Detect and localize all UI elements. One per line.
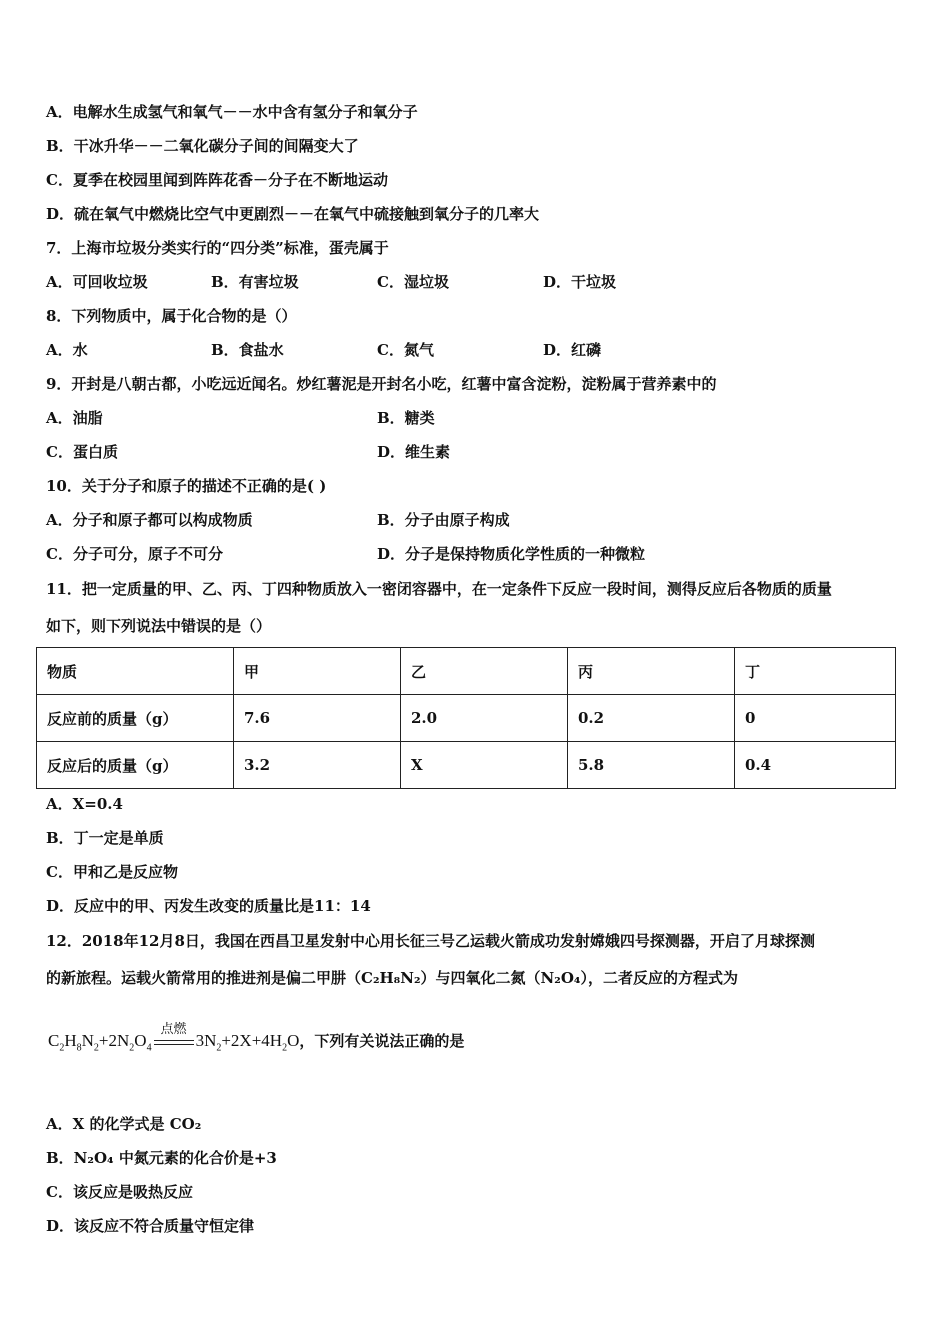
table-cell: 0.4 [735, 742, 896, 789]
table-cell: 物质 [37, 648, 234, 695]
q12-option-b: B．N₂O₄ 中氮元素的化合价是+3 [46, 1149, 277, 1167]
chemical-equation [48, 1021, 465, 1080]
table-cell: 5.8 [568, 742, 735, 789]
table-row [37, 648, 896, 695]
q9-option-a: A．油脂 [46, 409, 103, 427]
q11-option-d: D．反应中的甲、丙发生改变的质量比是11：14 [46, 897, 371, 915]
q12-stem-line1: 12．2018年12月8日，我国在西昌卫星发射中心用长征三号乙运载火箭成功发射嫦娥四号探测器，开启了月球探测 [46, 932, 815, 950]
table-cell: 2.0 [401, 695, 568, 742]
q8-stem: 8．下列物质中，属于化合物的是（） [46, 307, 297, 325]
table-row [37, 742, 896, 789]
table-cell: X [401, 742, 568, 789]
table-cell: 0 [735, 695, 896, 742]
q10-stem: 10．关于分子和原子的描述不正确的是( ) [46, 477, 327, 495]
q9-option-c: C．蛋白质 [46, 443, 118, 461]
q7-option-c: C．湿垃圾 [377, 273, 449, 291]
q9-option-d: D．维生素 [377, 443, 451, 461]
table-cell: 7.6 [234, 695, 401, 742]
q11-option-c: C．甲和乙是反应物 [46, 863, 178, 881]
q7-option-d: D．干垃圾 [543, 273, 617, 291]
table-row [37, 695, 896, 742]
q8-option-a: A．水 [46, 341, 88, 359]
q9-stem: 9．开封是八朝古都，小吃远近闻名。炒红薯泥是开封名小吃，红薯中富含淀粉，淀粉属于营养素中的 [46, 375, 717, 393]
q7-option-b: B．有害垃圾 [211, 273, 299, 291]
table-cell: 3.2 [234, 742, 401, 789]
q6-option-a: A．电解水生成氢气和氧气－－水中含有氢分子和氧分子 [46, 103, 418, 121]
q11-stem-line2: 如下，则下列说法中错误的是（） [46, 617, 272, 635]
q6-option-d: D．硫在氧气中燃烧比空气中更剧烈－－在氧气中硫接触到氧分子的几率大 [46, 205, 540, 223]
q6-option-b: B．干冰升华－－二氧化碳分子间的间隔变大了 [46, 137, 359, 155]
table-cell: 反应前的质量（g） [37, 695, 234, 742]
q12-option-d: D．该反应不符合质量守恒定律 [46, 1217, 255, 1235]
q10-option-b: B．分子由原子构成 [377, 511, 510, 529]
table-cell: 甲 [234, 648, 401, 695]
q11-stem-line1: 11．把一定质量的甲、乙、丙、丁四种物质放入一密闭容器中，在一定条件下反应一段时间，测得反应后各物质的质量 [46, 580, 832, 598]
table-cell: 0.2 [568, 695, 735, 742]
equation-reactants: $C_2H_8N_2+2N_2O_4$ [48, 1031, 152, 1054]
table-cell: 丙 [568, 648, 735, 695]
q7-option-a: A．可回收垃圾 [46, 273, 148, 291]
reaction-condition: 点燃 [160, 1021, 187, 1037]
q10-option-c: C．分子可分，原子不可分 [46, 545, 223, 563]
q12-stem-tail: ，下列有关说法正确的是 [299, 1032, 465, 1050]
q8-option-c: C．氮气 [377, 341, 434, 359]
equation-products: $3N_2+2X+4H_2O$ [195, 1031, 300, 1054]
q8-option-d: D．红磷 [543, 341, 602, 359]
q12-stem-line2: 的新旅程。运载火箭常用的推进剂是偏二甲肼（C₂H₈N₂）与四氧化二氮（N₂O₄），二者反应的方程式为 [46, 969, 738, 987]
q11-option-a: A．X=0.4 [46, 795, 123, 813]
q6-option-c: C．夏季在校园里闻到阵阵花香－分子在不断地运动 [46, 171, 388, 189]
table-cell: 乙 [401, 648, 568, 695]
q9-option-b: B．糖类 [377, 409, 435, 427]
table-cell: 丁 [735, 648, 896, 695]
q10-option-d: D．分子是保持物质化学性质的一种微粒 [377, 545, 646, 563]
mass-table [36, 647, 896, 789]
table-cell: 反应后的质量（g） [37, 742, 234, 789]
q12-option-a: A．X 的化学式是 CO₂ [46, 1115, 202, 1133]
q10-option-a: A．分子和原子都可以构成物质 [46, 511, 253, 529]
q11-option-b: B．丁一定是单质 [46, 829, 164, 847]
q8-option-b: B．食盐水 [211, 341, 284, 359]
reaction-arrow [154, 1021, 194, 1045]
q7-stem: 7．上海市垃圾分类实行的“四分类”标准，蛋壳属于 [46, 239, 389, 257]
q12-option-c: C．该反应是吸热反应 [46, 1183, 193, 1201]
